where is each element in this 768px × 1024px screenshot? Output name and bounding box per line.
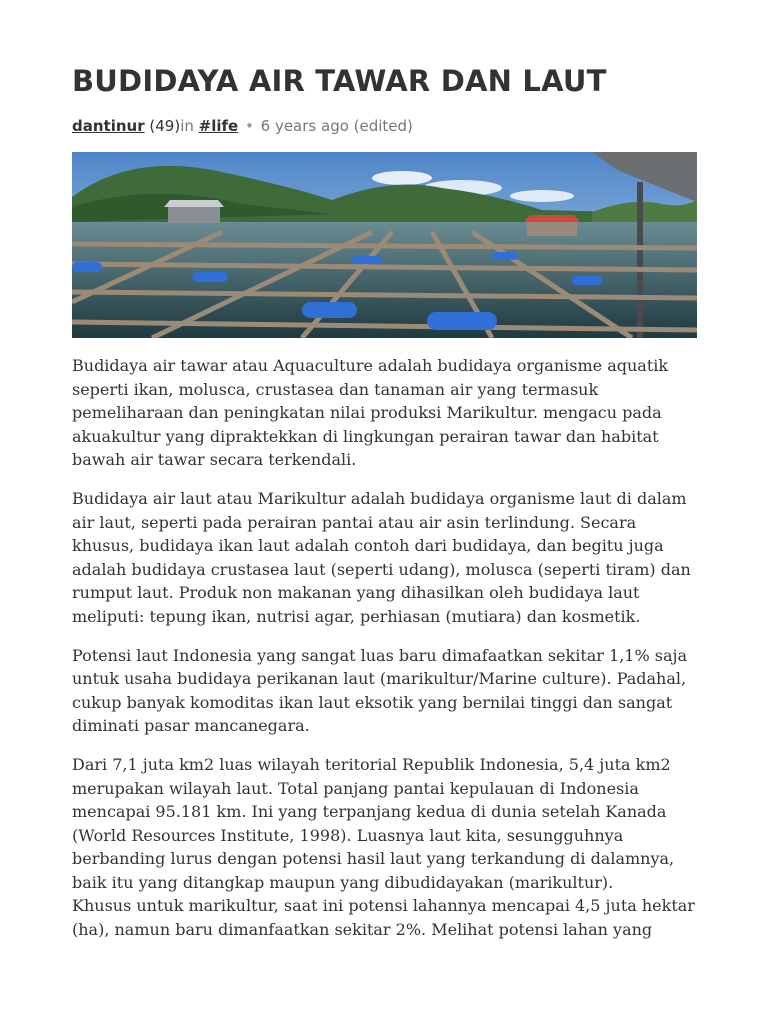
author-reputation: (49) xyxy=(149,117,181,135)
in-label: in xyxy=(180,117,194,135)
paragraph: Khusus untuk marikultur, saat ini potensi lahannya mencapai 4,5 juta hektar (ha), namun baru dimanfaatkan sekitar 2%. Melihat potensi lahan yang xyxy=(72,896,695,940)
paragraph: Budidaya air laut atau Marikultur adalah budidaya organisme laut di dalam air laut, seperti pada perairan pantai atau air asin terlindung. Secara khusus, budidaya ikan laut adalah contoh dari budidaya, dan begitu juga adalah budidaya crustasea laut (seperti udang), molusca (seperti tiram) dan rumput laut. Produk non makanan yang dihasilkan oleh budidaya laut meliputi: tepung ikan, nutrisi agar, perhiasan (mutiara) dan kosmetik. xyxy=(72,488,691,626)
post-title: BUDIDAYA AIR TAWAR DAN LAUT xyxy=(72,64,607,98)
tag-link[interactable]: #life xyxy=(198,117,239,135)
post-meta xyxy=(72,117,413,135)
author-link[interactable]: dantinur xyxy=(72,117,145,135)
post-body xyxy=(72,354,697,957)
paragraph: Budidaya air tawar atau Aquaculture adalah budidaya organisme aquatik seperti ikan, molusca, crustasea dan tanaman air yang termasuk pemeliharaan dan peningkatan nilai produksi Marikultur. mengacu pada akuakultur yang dipraktekkan di lingkungan perairan tawar dan habitat bawah air tawar secara terkendali. xyxy=(72,356,669,470)
fish-farm-floating-cages-photo xyxy=(72,152,697,338)
paragraph: Potensi laut Indonesia yang sangat luas baru dimafaatkan sekitar 1,1% saja untuk usaha budidaya perikanan laut (marikultur/Marine culture). Padahal, cukup banyak komoditas ikan laut eksotik yang bernilai tinggi dan sangat diminati pasar mancanegara. xyxy=(72,645,688,736)
paragraph: Dari 7,1 juta km2 luas wilayah teritorial Republik Indonesia, 5,4 juta km2 merupakan wilayah laut. Total panjang pantai kepulauan di Indonesia mencapai 95.181 km. Ini yang terpanjang kedua di dunia setelah Kanada (World Resources Institute, 1998). Luasnya laut kita, sesungguhnya berbanding lurus dengan potensi hasil laut yang terkandung di dalamnya, baik itu yang ditangkap maupun yang dibudidayakan (marikultur). xyxy=(72,754,675,892)
post-age[interactable]: 6 years ago (edited) xyxy=(260,117,413,135)
meta-separator: • xyxy=(245,117,254,135)
